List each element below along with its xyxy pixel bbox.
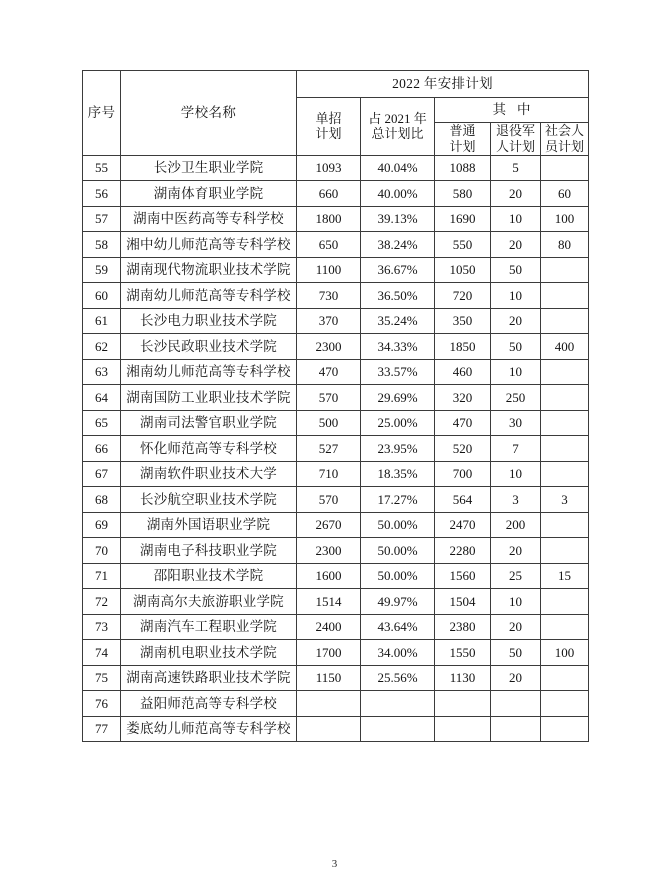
table-row bbox=[83, 512, 589, 538]
cell-general-plan: 550 bbox=[435, 232, 491, 258]
header-veteran-plan bbox=[491, 123, 541, 156]
cell-single-plan: 710 bbox=[297, 461, 361, 487]
cell-social-plan bbox=[541, 538, 589, 564]
table-row bbox=[83, 691, 589, 717]
cell-veteran-plan: 7 bbox=[491, 436, 541, 462]
cell-index: 76 bbox=[83, 691, 121, 717]
cell-school-name: 湖南幼儿师范高等专科学校 bbox=[121, 283, 297, 309]
header-index: 序号 bbox=[83, 71, 121, 156]
cell-social-plan: 3 bbox=[541, 487, 589, 513]
cell-ratio bbox=[361, 691, 435, 717]
table-row bbox=[83, 461, 589, 487]
cell-ratio: 43.64% bbox=[361, 614, 435, 640]
cell-index: 62 bbox=[83, 334, 121, 360]
cell-index: 74 bbox=[83, 640, 121, 666]
cell-ratio: 35.24% bbox=[361, 308, 435, 334]
header-single-recruit-line1: 单招 bbox=[315, 110, 342, 126]
cell-general-plan: 1560 bbox=[435, 563, 491, 589]
cell-veteran-plan: 30 bbox=[491, 410, 541, 436]
table-row bbox=[83, 334, 589, 360]
cell-index: 59 bbox=[83, 257, 121, 283]
cell-general-plan: 470 bbox=[435, 410, 491, 436]
cell-single-plan: 660 bbox=[297, 181, 361, 207]
cell-ratio: 49.97% bbox=[361, 589, 435, 615]
cell-ratio: 34.00% bbox=[361, 640, 435, 666]
header-general-plan-line2: 计划 bbox=[449, 138, 476, 154]
cell-single-plan: 470 bbox=[297, 359, 361, 385]
cell-school-name: 湖南现代物流职业技术学院 bbox=[121, 257, 297, 283]
cell-general-plan: 564 bbox=[435, 487, 491, 513]
plan-table-container bbox=[82, 70, 588, 742]
cell-veteran-plan: 50 bbox=[491, 257, 541, 283]
header-single-recruit-line2: 计划 bbox=[315, 126, 342, 142]
table-row bbox=[83, 359, 589, 385]
cell-single-plan: 1600 bbox=[297, 563, 361, 589]
cell-general-plan: 350 bbox=[435, 308, 491, 334]
header-social-plan bbox=[541, 123, 589, 156]
cell-single-plan: 1100 bbox=[297, 257, 361, 283]
cell-veteran-plan: 5 bbox=[491, 155, 541, 181]
cell-social-plan bbox=[541, 257, 589, 283]
cell-veteran-plan: 50 bbox=[491, 640, 541, 666]
header-general-plan-line1: 普通 bbox=[449, 123, 476, 138]
cell-ratio: 50.00% bbox=[361, 512, 435, 538]
cell-index: 55 bbox=[83, 155, 121, 181]
cell-general-plan bbox=[435, 716, 491, 742]
cell-social-plan bbox=[541, 436, 589, 462]
cell-school-name: 湖南体育职业学院 bbox=[121, 181, 297, 207]
cell-school-name: 益阳师范高等专科学校 bbox=[121, 691, 297, 717]
cell-general-plan: 2280 bbox=[435, 538, 491, 564]
cell-ratio: 39.13% bbox=[361, 206, 435, 232]
cell-social-plan bbox=[541, 716, 589, 742]
cell-school-name: 邵阳职业技术学院 bbox=[121, 563, 297, 589]
cell-veteran-plan: 3 bbox=[491, 487, 541, 513]
cell-veteran-plan: 10 bbox=[491, 359, 541, 385]
header-social-plan-line1: 社会人 bbox=[544, 123, 584, 138]
cell-ratio: 17.27% bbox=[361, 487, 435, 513]
cell-ratio: 40.00% bbox=[361, 181, 435, 207]
cell-index: 70 bbox=[83, 538, 121, 564]
cell-social-plan: 100 bbox=[541, 206, 589, 232]
cell-ratio: 50.00% bbox=[361, 563, 435, 589]
cell-school-name: 娄底幼儿师范高等专科学校 bbox=[121, 716, 297, 742]
cell-social-plan bbox=[541, 589, 589, 615]
table-row bbox=[83, 206, 589, 232]
cell-index: 61 bbox=[83, 308, 121, 334]
cell-single-plan: 500 bbox=[297, 410, 361, 436]
cell-social-plan: 15 bbox=[541, 563, 589, 589]
cell-ratio: 25.00% bbox=[361, 410, 435, 436]
header-veteran-plan-line1: 退役军 bbox=[495, 123, 535, 138]
header-row-1 bbox=[83, 71, 589, 98]
cell-social-plan bbox=[541, 308, 589, 334]
cell-social-plan bbox=[541, 512, 589, 538]
cell-index: 57 bbox=[83, 206, 121, 232]
cell-ratio bbox=[361, 716, 435, 742]
cell-ratio: 34.33% bbox=[361, 334, 435, 360]
cell-social-plan bbox=[541, 461, 589, 487]
header-ratio bbox=[361, 98, 435, 156]
header-year-plan: 2022 年安排计划 bbox=[297, 71, 589, 98]
enrollment-plan-table bbox=[82, 70, 589, 742]
cell-single-plan: 2400 bbox=[297, 614, 361, 640]
cell-general-plan: 700 bbox=[435, 461, 491, 487]
cell-school-name: 湖南国防工业职业技术学院 bbox=[121, 385, 297, 411]
cell-general-plan: 520 bbox=[435, 436, 491, 462]
cell-ratio: 29.69% bbox=[361, 385, 435, 411]
page-number: 3 bbox=[331, 858, 338, 870]
table-row bbox=[83, 589, 589, 615]
table-row bbox=[83, 257, 589, 283]
cell-index: 60 bbox=[83, 283, 121, 309]
header-ratio-line1: 占 2021 年 bbox=[368, 110, 427, 126]
cell-index: 66 bbox=[83, 436, 121, 462]
cell-veteran-plan: 10 bbox=[491, 589, 541, 615]
cell-ratio: 50.00% bbox=[361, 538, 435, 564]
cell-veteran-plan: 20 bbox=[491, 308, 541, 334]
cell-index: 75 bbox=[83, 665, 121, 691]
cell-index: 69 bbox=[83, 512, 121, 538]
cell-general-plan: 1050 bbox=[435, 257, 491, 283]
cell-social-plan: 100 bbox=[541, 640, 589, 666]
cell-social-plan bbox=[541, 410, 589, 436]
cell-general-plan: 720 bbox=[435, 283, 491, 309]
cell-ratio: 38.24% bbox=[361, 232, 435, 258]
cell-general-plan: 1550 bbox=[435, 640, 491, 666]
cell-veteran-plan: 10 bbox=[491, 206, 541, 232]
header-veteran-plan-line2: 人计划 bbox=[495, 138, 535, 154]
table-row bbox=[83, 614, 589, 640]
cell-social-plan bbox=[541, 614, 589, 640]
table-row bbox=[83, 538, 589, 564]
cell-single-plan: 2670 bbox=[297, 512, 361, 538]
table-row bbox=[83, 308, 589, 334]
cell-ratio: 36.50% bbox=[361, 283, 435, 309]
cell-veteran-plan: 20 bbox=[491, 665, 541, 691]
table-row bbox=[83, 410, 589, 436]
header-school-name: 学校名称 bbox=[121, 71, 297, 156]
cell-veteran-plan: 10 bbox=[491, 283, 541, 309]
cell-index: 67 bbox=[83, 461, 121, 487]
cell-social-plan bbox=[541, 359, 589, 385]
cell-index: 58 bbox=[83, 232, 121, 258]
cell-school-name: 长沙航空职业技术学院 bbox=[121, 487, 297, 513]
cell-index: 73 bbox=[83, 614, 121, 640]
cell-general-plan: 580 bbox=[435, 181, 491, 207]
cell-veteran-plan bbox=[491, 691, 541, 717]
cell-single-plan: 1700 bbox=[297, 640, 361, 666]
cell-veteran-plan: 250 bbox=[491, 385, 541, 411]
cell-veteran-plan bbox=[491, 716, 541, 742]
cell-veteran-plan: 50 bbox=[491, 334, 541, 360]
header-ratio-line2: 总计划比 bbox=[371, 126, 424, 142]
cell-single-plan: 370 bbox=[297, 308, 361, 334]
cell-school-name: 湖南中医药高等专科学校 bbox=[121, 206, 297, 232]
cell-general-plan: 1850 bbox=[435, 334, 491, 360]
table-row bbox=[83, 181, 589, 207]
cell-school-name: 湖南机电职业技术学院 bbox=[121, 640, 297, 666]
table-body bbox=[83, 155, 589, 742]
cell-single-plan: 730 bbox=[297, 283, 361, 309]
cell-social-plan bbox=[541, 665, 589, 691]
header-single-recruit bbox=[297, 98, 361, 156]
cell-veteran-plan: 200 bbox=[491, 512, 541, 538]
table-row bbox=[83, 640, 589, 666]
cell-index: 72 bbox=[83, 589, 121, 615]
cell-school-name: 长沙卫生职业学院 bbox=[121, 155, 297, 181]
cell-social-plan: 60 bbox=[541, 181, 589, 207]
cell-school-name: 湖南司法警官职业学院 bbox=[121, 410, 297, 436]
cell-ratio: 23.95% bbox=[361, 436, 435, 462]
cell-ratio: 33.57% bbox=[361, 359, 435, 385]
cell-general-plan: 1088 bbox=[435, 155, 491, 181]
cell-school-name: 湖南高速铁路职业技术学院 bbox=[121, 665, 297, 691]
cell-single-plan: 570 bbox=[297, 385, 361, 411]
cell-school-name: 湖南高尔夫旅游职业学院 bbox=[121, 589, 297, 615]
cell-school-name: 湖南外国语职业学院 bbox=[121, 512, 297, 538]
table-header bbox=[83, 71, 589, 156]
cell-school-name: 湖南电子科技职业学院 bbox=[121, 538, 297, 564]
cell-single-plan bbox=[297, 691, 361, 717]
cell-index: 68 bbox=[83, 487, 121, 513]
header-general-plan bbox=[435, 123, 491, 156]
cell-single-plan: 1093 bbox=[297, 155, 361, 181]
cell-general-plan bbox=[435, 691, 491, 717]
table-row bbox=[83, 283, 589, 309]
header-social-plan-line2: 员计划 bbox=[544, 138, 584, 154]
cell-ratio: 25.56% bbox=[361, 665, 435, 691]
table-row bbox=[83, 436, 589, 462]
cell-index: 71 bbox=[83, 563, 121, 589]
header-among-which-text: 其中 bbox=[492, 102, 542, 118]
table-row bbox=[83, 563, 589, 589]
table-row bbox=[83, 385, 589, 411]
cell-single-plan: 1514 bbox=[297, 589, 361, 615]
cell-general-plan: 1690 bbox=[435, 206, 491, 232]
cell-veteran-plan: 25 bbox=[491, 563, 541, 589]
cell-school-name: 湖南软件职业技术大学 bbox=[121, 461, 297, 487]
cell-school-name: 湘南幼儿师范高等专科学校 bbox=[121, 359, 297, 385]
table-row bbox=[83, 716, 589, 742]
cell-veteran-plan: 20 bbox=[491, 538, 541, 564]
cell-single-plan: 1150 bbox=[297, 665, 361, 691]
cell-single-plan: 2300 bbox=[297, 538, 361, 564]
table-row bbox=[83, 665, 589, 691]
cell-veteran-plan: 20 bbox=[491, 232, 541, 258]
cell-single-plan: 570 bbox=[297, 487, 361, 513]
cell-index: 63 bbox=[83, 359, 121, 385]
cell-single-plan: 527 bbox=[297, 436, 361, 462]
cell-social-plan bbox=[541, 283, 589, 309]
cell-social-plan: 80 bbox=[541, 232, 589, 258]
cell-social-plan bbox=[541, 155, 589, 181]
table-row bbox=[83, 232, 589, 258]
cell-school-name: 湖南汽车工程职业学院 bbox=[121, 614, 297, 640]
cell-school-name: 长沙民政职业技术学院 bbox=[121, 334, 297, 360]
cell-ratio: 40.04% bbox=[361, 155, 435, 181]
cell-social-plan bbox=[541, 385, 589, 411]
cell-veteran-plan: 20 bbox=[491, 181, 541, 207]
cell-social-plan: 400 bbox=[541, 334, 589, 360]
cell-index: 56 bbox=[83, 181, 121, 207]
cell-social-plan bbox=[541, 691, 589, 717]
cell-school-name: 怀化师范高等专科学校 bbox=[121, 436, 297, 462]
cell-single-plan: 650 bbox=[297, 232, 361, 258]
cell-single-plan: 2300 bbox=[297, 334, 361, 360]
cell-general-plan: 2380 bbox=[435, 614, 491, 640]
cell-index: 65 bbox=[83, 410, 121, 436]
cell-index: 77 bbox=[83, 716, 121, 742]
cell-index: 64 bbox=[83, 385, 121, 411]
cell-general-plan: 320 bbox=[435, 385, 491, 411]
cell-school-name: 长沙电力职业技术学院 bbox=[121, 308, 297, 334]
cell-ratio: 36.67% bbox=[361, 257, 435, 283]
cell-school-name: 湘中幼儿师范高等专科学校 bbox=[121, 232, 297, 258]
cell-general-plan: 1130 bbox=[435, 665, 491, 691]
cell-general-plan: 2470 bbox=[435, 512, 491, 538]
cell-general-plan: 460 bbox=[435, 359, 491, 385]
cell-ratio: 18.35% bbox=[361, 461, 435, 487]
table-row bbox=[83, 155, 589, 181]
table-row bbox=[83, 487, 589, 513]
cell-single-plan: 1800 bbox=[297, 206, 361, 232]
cell-veteran-plan: 10 bbox=[491, 461, 541, 487]
cell-veteran-plan: 20 bbox=[491, 614, 541, 640]
header-among-which bbox=[435, 98, 589, 123]
cell-single-plan bbox=[297, 716, 361, 742]
cell-general-plan: 1504 bbox=[435, 589, 491, 615]
